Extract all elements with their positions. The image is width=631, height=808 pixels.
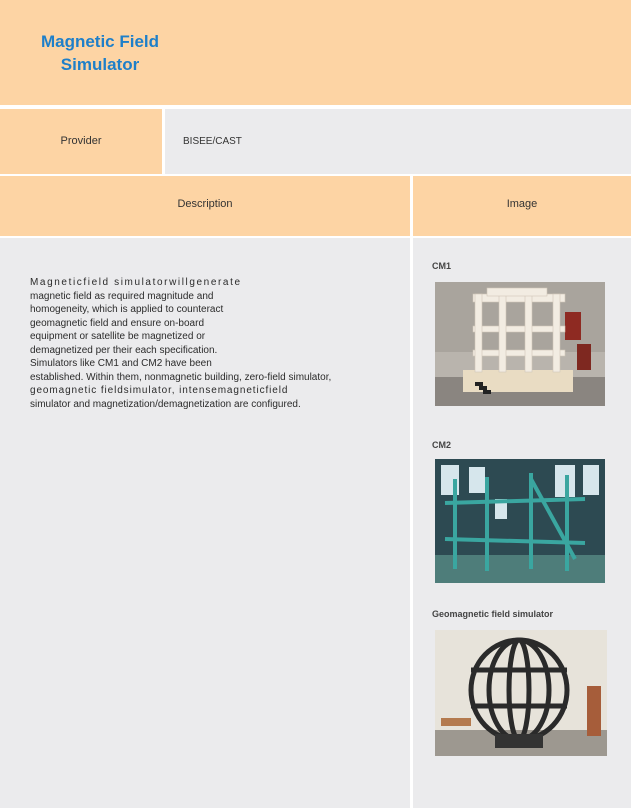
provider-value-cell (165, 109, 631, 174)
image-header-cell (413, 176, 631, 236)
geomagnetic-caption: Geomagnetic field simulator (432, 609, 554, 619)
cm2-photo (435, 459, 605, 583)
description-line: simulator and magnetization/demagnetization are configured. (30, 398, 301, 410)
page-title-line-2: Simulator (60, 55, 140, 74)
description-line: demagnetized per their each specification. (30, 344, 218, 356)
description-header-cell (0, 176, 410, 236)
image-body-cell (413, 238, 631, 808)
title-cell (0, 0, 631, 105)
image-header: Image (506, 198, 538, 210)
description-line: geomagnetic fieldsimulator, intensemagneticfield (30, 385, 289, 396)
description-header: Description (177, 198, 233, 210)
description-line: Magneticfield simulatorwillgenerate (30, 277, 242, 288)
cm1-photo (435, 282, 605, 406)
page-title-line-1: Magnetic Field (40, 32, 160, 51)
geomagnetic-photo (435, 630, 605, 756)
description-line: equipment or satellite be magnetized or (30, 331, 206, 342)
provider-label: Provider (60, 135, 102, 147)
cm2-caption: CM2 (432, 440, 452, 450)
description-text (30, 276, 380, 411)
provider-value: BISEE/CAST (183, 136, 242, 147)
page-title (20, 30, 180, 76)
description-line: homogeneity, which is applied to counteract (30, 304, 224, 315)
description-line: established. Within them, nonmagnetic building, zero-field simulator, (30, 371, 332, 383)
description-body-cell (0, 238, 410, 808)
provider-label-cell (0, 109, 162, 174)
description-line: Simulators like CM1 and CM2 have been (30, 358, 212, 369)
cm1-caption: CM1 (432, 261, 452, 271)
description-line: magnetic field as required magnitude and (30, 290, 214, 302)
description-line: geomagnetic field and ensure on-board (30, 317, 205, 329)
